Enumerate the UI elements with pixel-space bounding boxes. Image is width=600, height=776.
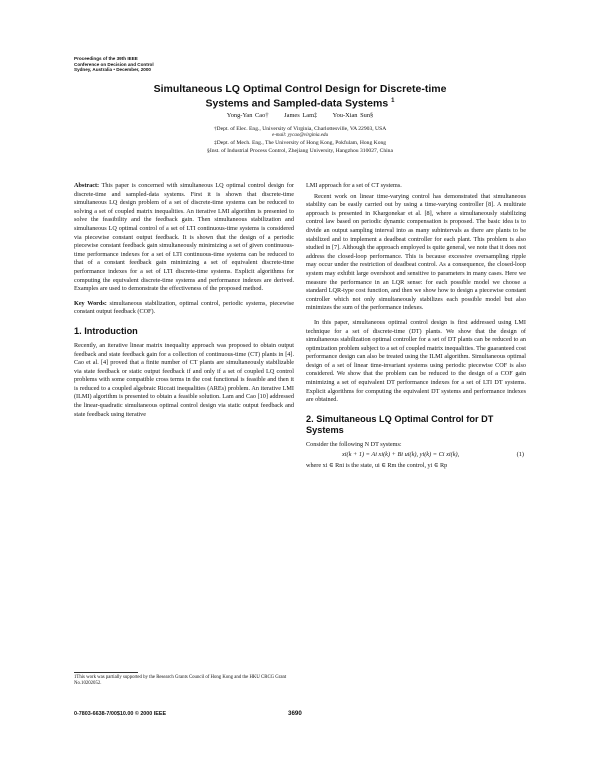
footnote-rule [74, 672, 138, 673]
affiliation-email: e-mail: yycao@virginia.edu [271, 133, 329, 139]
proceedings-line: Sydney, Australia • December, 2000 [74, 67, 151, 73]
introduction-paragraph: Recently, an iterative linear matrix inequality approach was proposed to obtain output feedback and state feedback gain for a collection of continuous-time (CT) plants in [4]. Cao et al. [4] proved that a finite number of CT plants are simultaneously stabilizable via state feedback or static output feedback if and only if a set of coupled LQ control problems with some compatible cross terms in the cost functional is feasible and then it is reduced to a coupled algebraic Riccati inequalities (AREs) problem. An iterative LMI (ILMI) algorithm is presented to obtain a feasible solution. Lam and Cao [10] addressed the linear-quadratic simultaneous optimal control design via static output feedback and state feedback using iterative [74, 341, 294, 418]
title-line-2-wrap [80, 95, 520, 110]
proceedings-line: Proceedings of the 39th IEEE [74, 56, 138, 61]
affiliation-line: §Inst. of Industrial Process Control, Zhejiang University, Hangzhou 310027, China [207, 148, 393, 155]
proceedings-line: Conference on Decision and Control [74, 61, 154, 67]
equation-number: (1) [516, 451, 524, 459]
continuation-paragraph: LMI approach for a set of CT systems. [306, 182, 402, 189]
right-column [306, 182, 526, 477]
title-line: Simultaneous LQ Optimal Control Design for Discrete-time [153, 83, 447, 95]
keywords-label: Key Words: [74, 299, 107, 307]
footnote: 1This work was partially supported by the Research Grants Council of Hong Kong and the HKU CRCG Grant No.10202052. [74, 675, 287, 686]
title-footnote-mark: 1 [391, 98, 395, 104]
affiliations [80, 125, 520, 156]
title-line: Systems and Sampled-data Systems [205, 97, 389, 110]
body-paragraph: In this paper, simultaneous optimal control design is first addressed using LMI technique for a set of discrete-time (DT) plants. We show that the design of simultaneous stabilization optimal controller for a set of DT plants can be reduced to an optimization problem subject to a set of coupled matrix inequalities. The guaranteed cost performance design can also be treated using the ILMI algorithm. Simultaneous optimal design of a set of linear time-invariant systems using periodic piecewise COF is also considered. We show that the problem can be reduced to the design of a COF gain minimizing a set of equivalent DT performance indexes for a set of LTI DT systems. Explicit algorithms for computing the equivalent DT systems and performance indexes are obtained. [306, 318, 526, 404]
abstract-label: Abstract: [74, 182, 100, 189]
section-intro: Consider the following N DT systems: [306, 440, 402, 448]
keywords [74, 300, 294, 317]
affiliation-line: ‡Dept. of Mech. Eng., The University of Hong Kong, Pokfulam, Hong Kong [213, 140, 387, 147]
keywords-text: simultaneous stabilization, optimal control, periodic systems, piecewise constant output feedback (COF). [74, 299, 294, 316]
paper-title [80, 83, 520, 110]
affiliation-line: †Dept. of Elec. Eng., University of Virginia, Charlottesville, VA 22903, USA [213, 126, 387, 132]
author-names: Yong-Yan Cao† James Lam‡ You-Xian Sun§ [226, 112, 374, 119]
body-paragraph: Recent work on linear time-varying control has demonstrated that simultaneous stability can be easily carried out by using a time-varying controller [8]. A multirate approach is presented in Khargonekar et al. [8], where a simultaneously stabilizing control law based on periodic dynamic compensation is proposed. The basic idea is to divide an output sampling interval into as many subintervals as there are plants to be stabilized and to implement a deadbeat controller for each plant. This problem is also studied in [7]. Although the approach employed is quite general, we note that it does not address the closed-loop performance. This is because excessive oversampling ripple may occur under the restriction of deadbeat control. As a consequence, the closed-loop system may exhibit large overshoot and sensitive to parameters in many cases. Here we measure the performance in an LQR sense: for each possible model we choose a standard LQR-type cost function, and then we show how to design a piecewise constant controller which not only simultaneously stabilizes each possible model but also minimizes the sum of the performance indexes. [306, 192, 526, 312]
left-column [74, 182, 294, 425]
abstract [74, 182, 294, 294]
page-number: 3690 [288, 710, 302, 717]
proceedings-header [74, 56, 294, 73]
equation-body: xi(k + 1) = Ai xi(k) + Bi ui(k), yi(k) = Ci xi(k), [342, 451, 460, 459]
abstract-text: This paper is concerned with simultaneous LQ optimal control design for discrete-time and sampled-data systems. First it is shown that discrete-time simultaneous LQ design problem of a set of discrete-time systems can be reduced to solving a set of coupled matrix inequalities. An iterative LMI algorithm is presented to solve the feasibility and the feedback gain. Then simultaneous stabilization and simultaneous LQ optimal control of a set of LTI continuous-time systems is considered via piecewise constant output feedback. It is shown that the design of a periodic piecewise constant feedback gain simultaneously minimizing a set of given continuous-time performance indexes for a set of LTI continuous-time systems can be reduced to that of a constant feedback gain minimizing a set of equivalent discrete-time performance indexes for a set of LTI discrete-time systems. Explicit algorithms for computing the equivalent discrete-time systems and performance indexes are derived. Examples are used to demonstrate the effectiveness of the proposed method. [74, 182, 294, 293]
author-list [80, 112, 520, 120]
copyright-code: 0-7803-6638-7/00$10.00 © 2000 IEEE [74, 711, 167, 717]
section-heading-introduction: 1. Introduction [74, 325, 138, 336]
section-heading-simultaneous-lq: 2. Simultaneous LQ Optimal Control for DT Systems [306, 413, 494, 435]
equation-followup: where xi ∈ Rni is the state, ui ∈ Rm the control, yi ∈ Rp [306, 462, 448, 470]
equation-1 [306, 451, 526, 461]
